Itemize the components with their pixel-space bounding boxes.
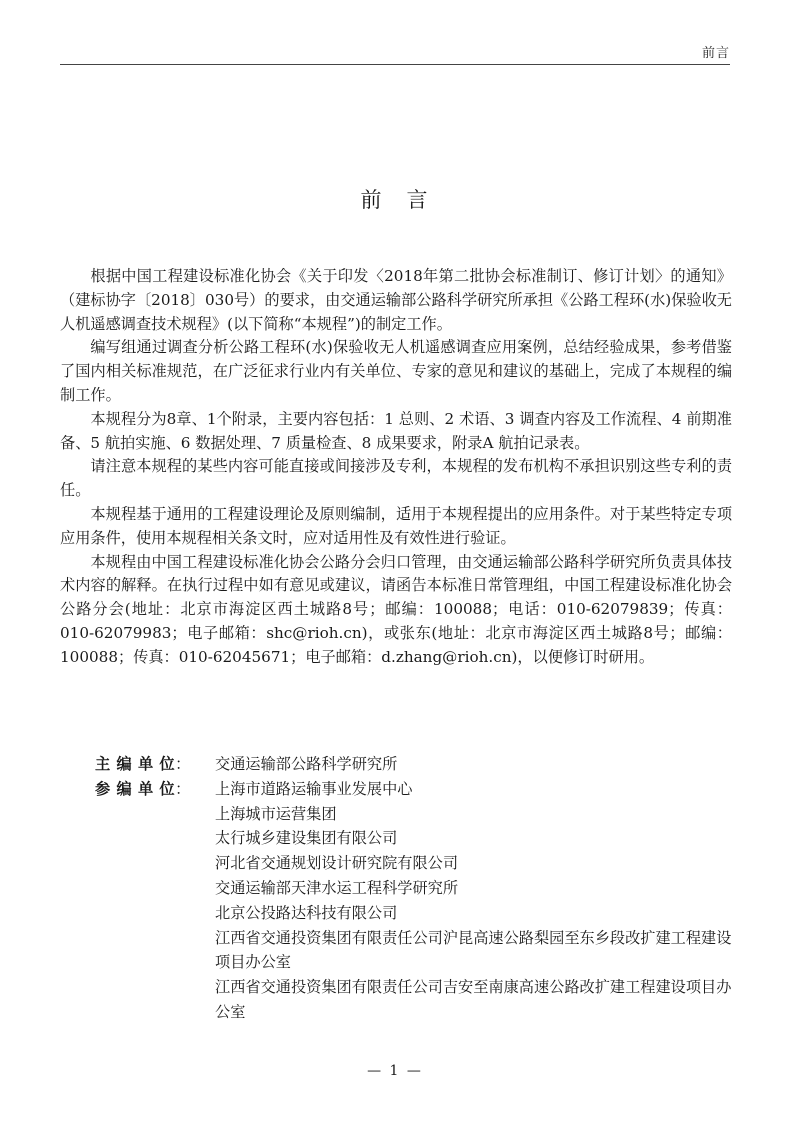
page-number: — 1 — bbox=[367, 1063, 423, 1079]
preface-body bbox=[60, 265, 732, 670]
unit-entry: 上海市道路运输事业发展中心 bbox=[215, 779, 413, 798]
chief-unit-label: 主 编 单 位： bbox=[95, 755, 191, 773]
chief-unit-list bbox=[215, 752, 732, 777]
participating-unit-label: 参 编 单 位： bbox=[95, 779, 191, 798]
unit-entry: 交通运输部公路科学研究所 bbox=[215, 755, 398, 773]
page-title: 前 言 bbox=[360, 188, 430, 212]
chief-unit-row bbox=[95, 752, 732, 777]
paragraph: 根据中国工程建设标准化协会《关于印发〈2018年第二批协会标准制订、修订计划〉的通知》（建标协字〔2018〕030号）的要求，由交通运输部公路科学研究所承担《公路工程环(水)保验收无人机遥感调查技术规程》(以下简称“本规程”)的制定工作。 bbox=[60, 267, 732, 333]
paragraph: 本规程由中国工程建设标准化协会公路分会归口管理，由交通运输部公路科学研究所负责具体技术内容的解释。在执行过程中如有意见或建议，请函告本标准日常管理组，中国工程建设标准化协会公路分会(地址：北京市海淀区西土城路8号；邮编：100088；电话：010-62079839；传真：010-62079983；电子邮箱：shc@rioh.cn)，或张东(地址：北京市海淀区西土城路8号；邮编：100088；传真：010-62045671；电子邮箱：d.zhang@rioh.cn)，以便修订时研用。 bbox=[60, 552, 732, 666]
unit-entry: 河北省交通规划设计研究院有限公司 bbox=[215, 854, 458, 873]
paragraph: 请注意本规程的某些内容可能直接或间接涉及专利，本规程的发布机构不承担识别这些专利的责任。 bbox=[60, 457, 732, 500]
unit-entry: 江西省交通投资集团有限责任公司沪昆高速公路梨园至东乡段改扩建工程建设项目办公室 bbox=[215, 928, 732, 972]
unit-entry: 太行城乡建设集团有限公司 bbox=[215, 829, 398, 848]
unit-entry: 江西省交通投资集团有限责任公司吉安至南康高速公路改扩建工程建设项目办公室 bbox=[215, 978, 732, 1021]
running-head: 前言 bbox=[701, 46, 730, 61]
participating-unit-list bbox=[215, 777, 732, 1025]
header-rule bbox=[60, 64, 730, 65]
unit-entry: 上海城市运营集团 bbox=[215, 804, 337, 823]
participating-unit-row bbox=[95, 777, 732, 1025]
unit-entry: 北京公投路达科技有限公司 bbox=[215, 903, 398, 922]
unit-entry: 交通运输部天津水运工程科学研究所 bbox=[215, 878, 458, 897]
paragraph: 编写组通过调查分析公路工程环(水)保验收无人机遥感调查应用案例，总结经验成果，参考借鉴了国内相关标准规范，在广泛征求行业内有关单位、专家的意见和建议的基础上，完成了本规程的编制工作。 bbox=[60, 338, 732, 404]
paragraph: 本规程基于通用的工程建设理论及原则编制，适用于本规程提出的应用条件。对于某些特定专项应用条件，使用本规程相关条文时，应对适用性及有效性进行验证。 bbox=[60, 504, 732, 547]
paragraph: 本规程分为8章、1个附录，主要内容包括：1 总则、2 术语、3 调查内容及工作流程、4 前期准备、5 航拍实施、6 数据处理、7 质量检查、8 成果要求，附录A 航拍记录表。 bbox=[60, 409, 732, 452]
units-section bbox=[95, 752, 732, 1025]
